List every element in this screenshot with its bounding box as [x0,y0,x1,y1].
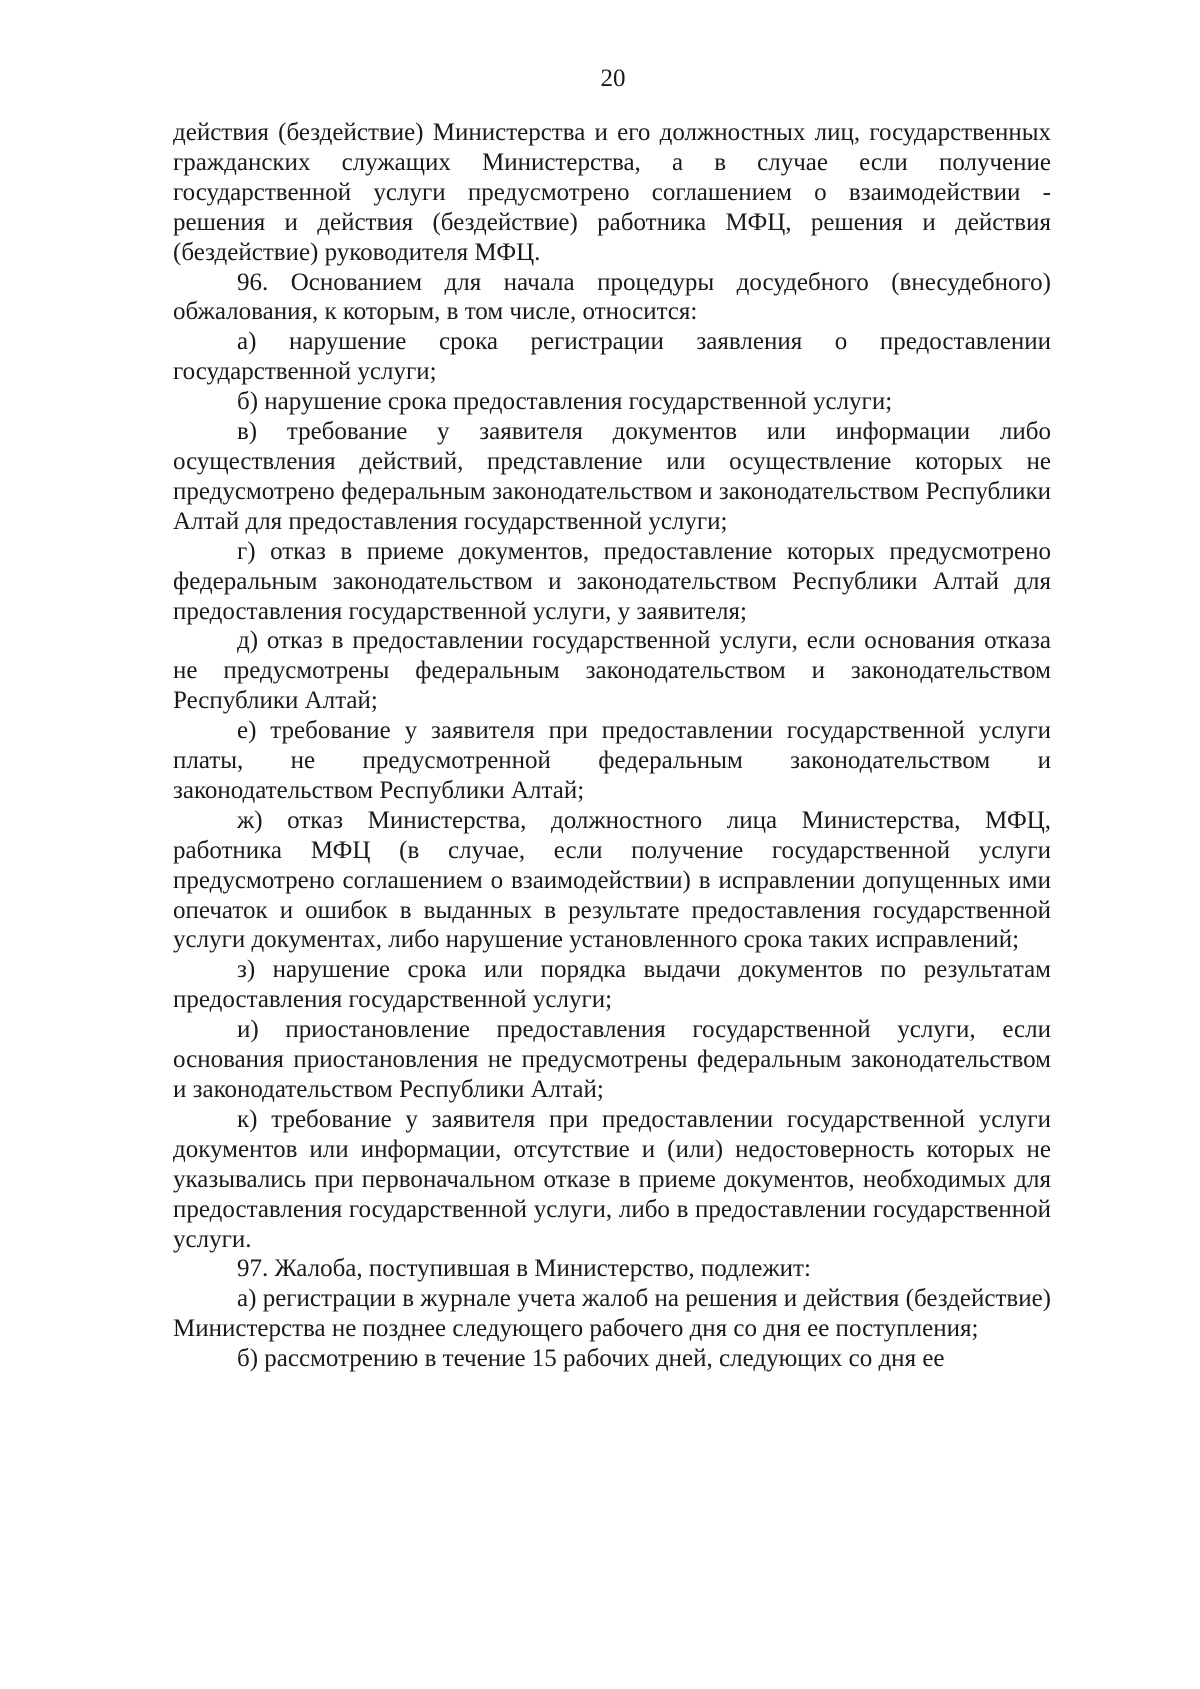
list-item-97-b: б) рассмотрению в течение 15 рабочих дней, следующих со дня ее [237,1345,945,1373]
paragraph-intro: действия (бездействие) Министерства и его должностных лиц, государственных гражданских служащих Министерства, а в случае если получение государственной услуги предусмотрено соглашением о взаимодействии - решения и действия (бездействие) работника МФЦ, решения и действия (бездействие) руководителя МФЦ. [173,119,1051,266]
list-item-96-b: б) нарушение срока предоставления государственной услуги; [237,388,893,416]
paragraph-97: 97. Жалоба, поступившая в Министерство, подлежит: [237,1255,811,1283]
page-number: 20 [600,65,626,92]
document-body [173,118,1051,1374]
list-item-97-a: а) регистрации в журнале учета жалоб на решения и действия (бездействие) Министерства не позднее следующего рабочего дня со дня ее поступления; [173,1285,1051,1343]
list-item-96-z: з) нарушение срока или порядка выдачи документов по результатам предоставления государственной услуги; [173,956,1051,1014]
list-item-96-g: г) отказ в приеме документов, предоставление которых предусмотрено федеральным законодательством и законодательством Республики Алтай для предоставления государственной услуги, у заявителя; [173,537,1051,625]
list-item-96-zh: ж) отказ Министерства, должностного лица Министерства, МФЦ, работника МФЦ (в случае, если получение государственной услуги предусмотрено соглашением о взаимодействии) в исправлении допущенных ими опечаток и ошибок в выданных в результате предоставления государственной услуги документах, либо нарушение установленного срока таких исправлений; [173,806,1051,954]
list-item-96-v: в) требование у заявителя документов или информации либо осуществления действий, представление или осуществление которых не предусмотрено федеральным законодательством и законодательством Республики Алтай для предоставления государственной услуги; [173,418,1051,535]
list-item-96-i: и) приостановление предоставления государственной услуги, если основания приостановления не предусмотрены федеральным законодательством и законодательством Республики Алтай; [173,1016,1051,1103]
paragraph-96: 96. Основанием для начала процедуры досудебного (внесудебного) обжалования, к которым, в том числе, относится: [173,268,1051,326]
list-item-96-k: к) требование у заявителя при предоставлении государственной услуги документов или информации, отсутствие и (или) недостоверность которых не указывались при первоначальном отказе в приеме документов, необходимых для предоставления государственной услуги, либо в предоставлении государственной услуги. [173,1105,1051,1253]
list-item-96-a: а) нарушение срока регистрации заявления о предоставлении государственной услуги; [173,328,1051,386]
list-item-96-e: е) требование у заявителя при предоставлении государственной услуги платы, не предусмотренной федеральным законодательством и законодательством Республики Алтай; [173,717,1051,804]
list-item-96-d: д) отказ в предоставлении государственной услуги, если основания отказа не предусмотрены федеральным законодательством и законодательством Республики Алтай; [173,627,1051,715]
